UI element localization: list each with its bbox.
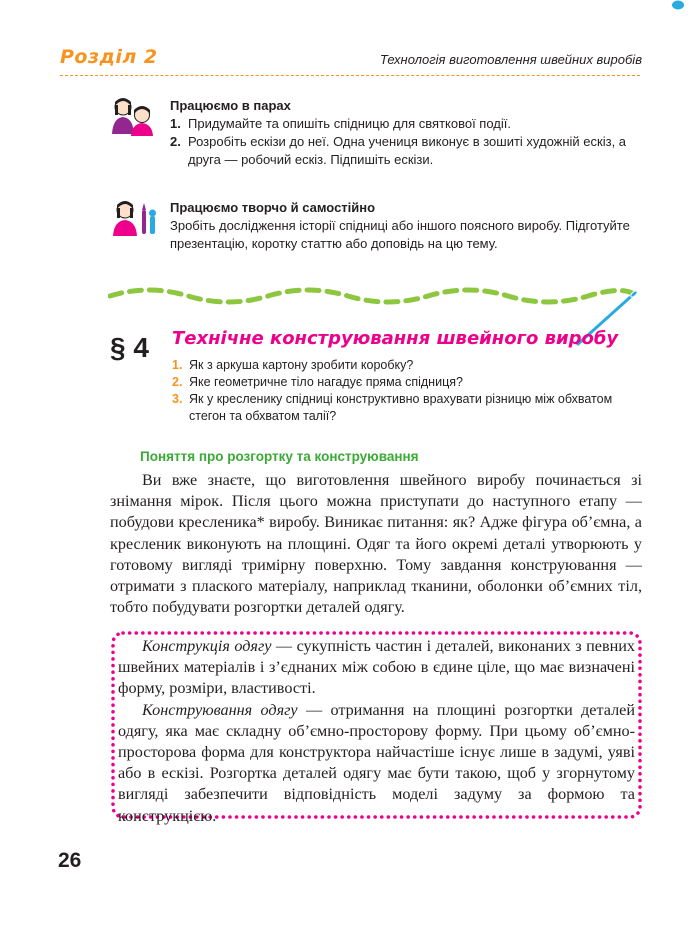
definitions-content	[118, 636, 635, 827]
definition: Конструкція одягу — сукупність частин і деталей, виконаних з певних швейних матеріалів і з’єднаних між собою в єдине ціле, що має визначені форму, розміри, властивості.	[118, 637, 636, 698]
girl-with-tools-icon	[109, 200, 159, 236]
list-item: 2. Яке геометричне тіло нагадує пряма спідниця?	[172, 375, 463, 389]
header-divider	[60, 75, 640, 76]
definition-term: Конструкція одягу	[142, 637, 272, 655]
review-questions	[172, 357, 642, 425]
page-number: 26	[58, 849, 82, 872]
solo-text: Зробіть дослідження історії спідниці або іншого поясного виробу. Підготуйте презентацію, коротку статтю або доповідь на цю тему.	[170, 218, 630, 251]
solo-task	[170, 199, 640, 253]
list-item: 1. Як з аркуша картону зробити коробку?	[172, 358, 414, 372]
pairs-task	[170, 97, 640, 169]
corner-logo-icon	[671, 0, 685, 10]
paragraph-title: Технічне конструювання швейного виробу	[172, 328, 619, 349]
paragraph-number: § 4	[110, 332, 149, 363]
running-header-title: Технологія виготовлення швейних виробів	[379, 52, 642, 67]
pairs-title: Працюємо в парах	[170, 98, 291, 113]
body-paragraph: Ви вже знаєте, що виготовлення швейного виробу починається зі знімання мірок. Після цього можна приступати до наступного етапу — побудови кресленика* виробу. Виникає питання: як? Адже фігура об’ємна, а кресленик виконують на площині. Одяг та його окремі деталі утворюють у готовому вигляді тримірну поверхню. Тому завдання конструювання — отримати з плаского матеріалу, наприклад тканини, оболонки об’ємних тіл, тобто побудувати розгортки деталей одягу.	[110, 471, 642, 617]
section-subheading: Поняття про розгортку та конструювання	[140, 449, 419, 464]
definition-term: Конструювання одягу	[142, 700, 298, 719]
solo-title: Працюємо творчо й самостійно	[170, 200, 376, 215]
definition: Конструювання одягу — отримання на площині розгортки деталей одягу, яка має складну об’ємно-просторову форму. При цьому об’ємно-просторова форма для конструктора найчастіше існує лише в задумі, уяві або в ескізі. Розгортка деталей одягу має бути такою, щоб у згорнутому вигляді забезпечити відповідність моделі задуму за формою та конструкцією.	[118, 700, 635, 825]
list-item: 1. Придумайте та опишіть спідницю для святкової події.	[170, 116, 511, 131]
list-item: 3. Як у кресленику спідниці конструктивно врахувати різницю між обхватом стегон та обхватом талії?	[172, 392, 613, 423]
two-girls-icon	[107, 96, 159, 136]
chapter-label: Розділ 2	[60, 46, 158, 68]
definitions-box	[110, 630, 643, 825]
list-item: 2. Розробіть ескізи до неї. Одна учениця виконує в зошиті художній ескіз, а друга — робочий ескіз. Підпишіть ескізи.	[170, 134, 627, 167]
